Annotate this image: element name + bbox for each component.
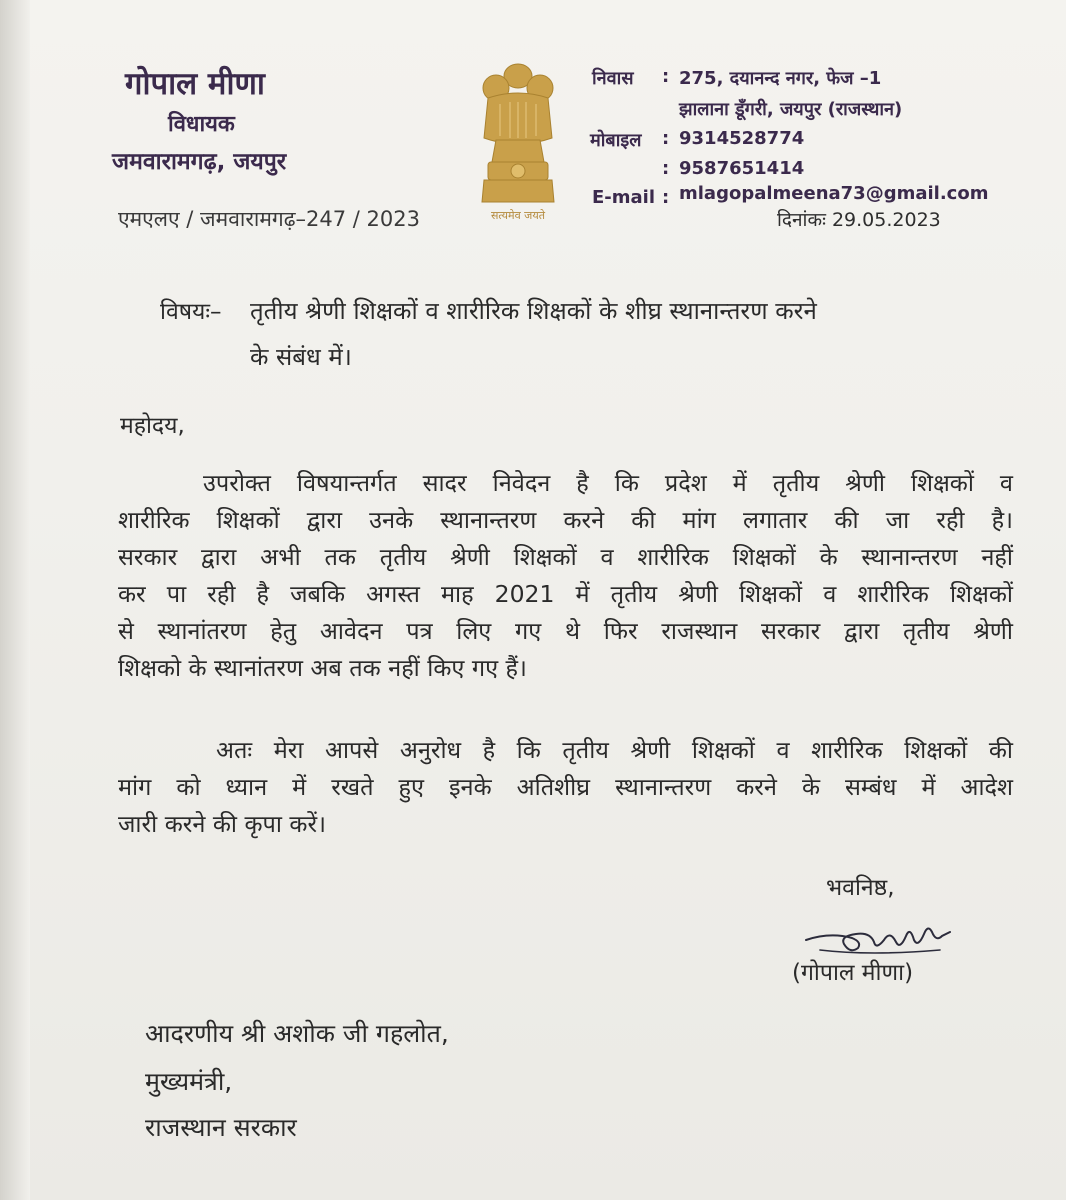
state-emblem-icon [466,58,570,226]
sender-designation: विधायक [168,112,235,137]
sender-name: गोपाल मीणा [125,66,265,102]
paragraph-line: अतः मेरा आपसे अनुरोध है कि तृतीय श्रेणी शिक्षकों व शारीरिक शिक्षकों की [216,736,1013,764]
mobile-number-1: 9314528774 [679,128,805,149]
paragraph-line: शारीरिक शिक्षकों द्वारा उनके स्थानान्तरण करने की मांग लगातार की जा रही है। [118,506,1013,534]
paragraph-line: कर पा रही है जबकि अगस्त माह 2021 में तृतीय श्रेणी शिक्षकों व शारीरिक शिक्षकों [118,580,1013,608]
residence-address-line2: झालाना डूँगरी, जयपुर (राजस्थान) [679,99,903,120]
residence-label: निवास [592,68,634,89]
paragraph-line: मांग को ध्यान में रखते हुए इनके अतिशीघ्र स्थानान्तरण करने के सम्बंध में आदेश [118,773,1013,801]
email-label: E-mail [592,187,656,208]
subject-label: विषयः– [160,299,222,325]
body-paragraph-2 [118,732,1013,843]
salutation: महोदय, [120,413,185,439]
email-address: mlagopalmeena73@gmail.com [679,183,989,204]
separator: : [662,128,670,149]
subject-line-1: तृतीय श्रेणी शिक्षकों व शारीरिक शिक्षकों के शीघ्र स्थानान्तरण करने [250,297,817,325]
paragraph-line: सरकार द्वारा अभी तक तृतीय श्रेणी शिक्षकों व शारीरिक शिक्षकों के स्थानान्तरण नहीं [118,543,1013,571]
paragraph-line: से स्थानांतरण हेतु आवेदन पत्र लिए गए थे फिर राजस्थान सरकार द्वारा तृतीय श्रेणी [118,617,1013,645]
paragraph-line: शिक्षको के स्थानांतरण अब तक नहीं किए गए हैं। [118,654,527,682]
reference-number: एमएलए / जमवारामगढ़–247 / 2023 [118,207,420,231]
handwritten-signature-icon [800,910,960,960]
recipient-line-1: आदरणीय श्री अशोक जी गहलोत, [145,1019,449,1048]
sender-constituency: जमवारामगढ़, जयपुर [112,149,287,175]
emblem-motto: सत्यमेव जयते [490,209,546,222]
mobile-number-2: 9587651414 [679,158,805,179]
mobile-label: मोबाइल [590,130,642,151]
closing-phrase: भवनिष्ठ, [826,875,895,901]
signer-name: (गोपाल मीणा) [792,960,914,986]
separator: : [662,158,670,179]
date-label: दिनांकः [777,209,826,231]
page-edge-shadow [0,0,30,1200]
recipient-line-3: राजस्थान सरकार [145,1113,297,1142]
letter-date: 29.05.2023 [831,209,941,231]
body-paragraph-1 [118,465,1013,687]
recipient-line-2: मुख्यमंत्री, [145,1067,233,1096]
residence-address-line1: 275, दयानन्द नगर, फेज –1 [679,68,882,89]
subject-line-2: के संबंध में। [250,343,352,371]
separator: : [662,187,670,208]
separator: : [662,66,670,87]
paragraph-line: जारी करने की कृपा करें। [118,810,326,838]
date-line [777,206,941,232]
paragraph-line: उपरोक्त विषयान्तर्गत सादर निवेदन है कि प्रदेश में तृतीय श्रेणी शिक्षकों व [203,469,1013,497]
